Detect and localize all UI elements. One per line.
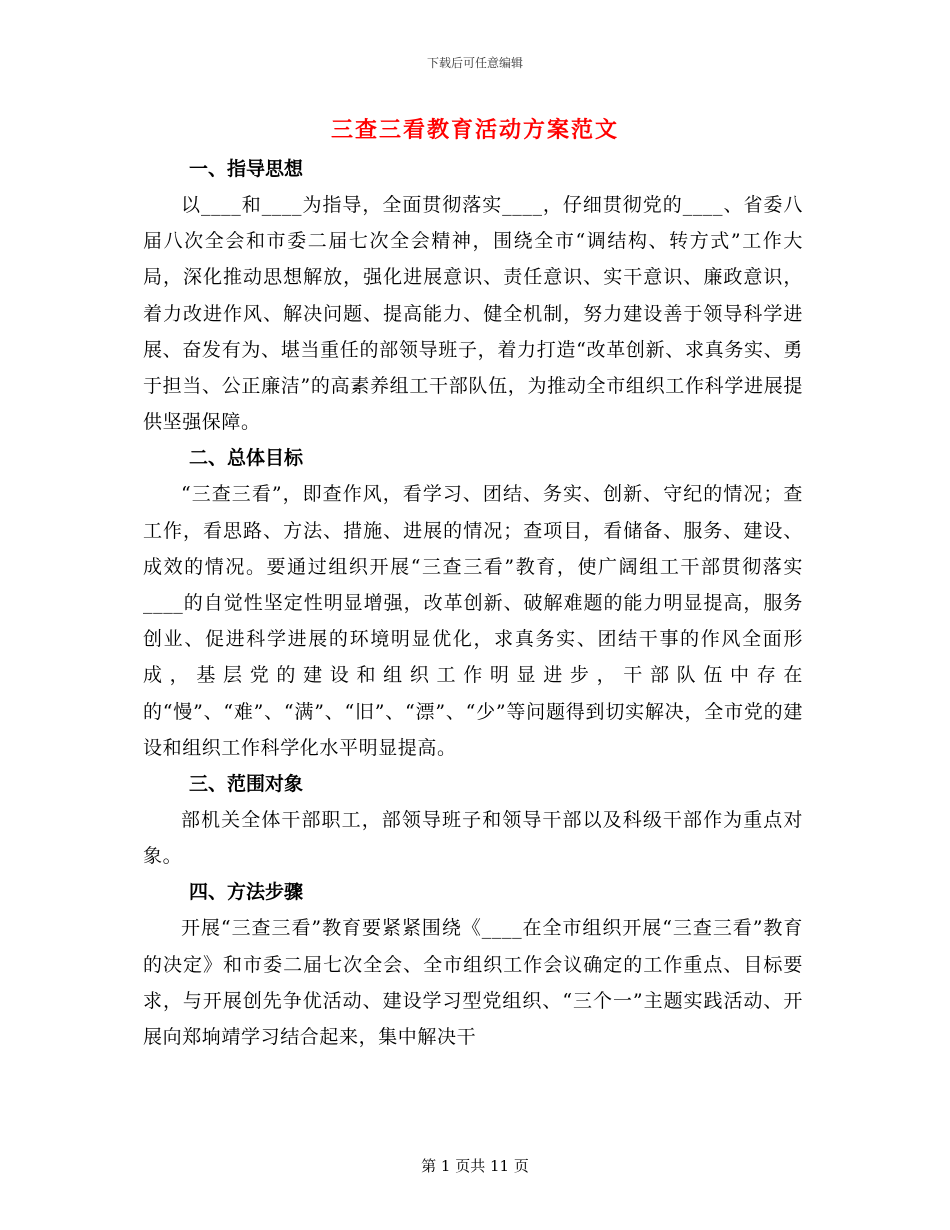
section-scope [143, 770, 803, 874]
section-paragraph: 部机关全体干部职工，部领导班子和领导干部以及科级干部作为重点对象。 [143, 809, 803, 868]
section-paragraph: 以____和____为指导，全面贯彻落实____，仔细贯彻党的____、省委八届八次全会和市委二届七次全会精神，围绕全市“调结构、转方式”工作大局，深化推动思想解放，强化进展意识、责任意识、实干意识、廉政意识，着力改进作风、解决问题、提高能力、健全机制，努力建设善于领导科学进展、奋发有为、堪当重任的部领导班子，着力打造“改革创新、求真务实、勇于担当、公正廉洁”的高素养组工干部队伍，为推动全市组织工作科学进展提供坚强保障。 [143, 194, 803, 434]
section-guiding-ideology [143, 155, 803, 440]
section-heading: 二、总体目标 [189, 447, 304, 470]
section-paragraph: 开展“三查三看”教育要紧紧围绕《____在全市组织开展“三查三看”教育的决定》和市委二届七次全会、全市组织工作会议确定的工作重点、目标要求，与开展创先争优活动、建设学习型党组织、“三个一”主题实践活动、开展向郑垧靖学习结合起来，集中解决干 [143, 917, 803, 1049]
section-heading: 三、范围对象 [189, 773, 304, 796]
section-overall-goal [143, 444, 803, 766]
document-body [143, 155, 803, 1059]
page-header-note: 下载后可任意编辑 [426, 56, 523, 70]
page-footer: 第 1 页共 11 页 [421, 1157, 529, 1175]
section-paragraph: “三查三看”，即查作风，看学习、团结、务实、创新、守纪的情况；查工作，看思路、方法、措施、进展的情况；查项目，看储备、服务、建设、成效的情况。要通过组织开展“三查三看”教育，使广阔组工干部贯彻落实____的自觉性坚定性明显增强，改革创新、破解难题的能力明显提高，服务创业、促进科学进展的环境明显优化，求真务实、团结干事的作风全面形成，基层党的建设和组织工作明显进步，干部队伍中存在的“慢”、“难”、“满”、“旧”、“漂”、“少”等问题得到切实解决，全市党的建设和组织工作科学化水平明显提高。 [143, 483, 803, 759]
document-title: 三查三看教育活动方案范文 [330, 117, 619, 143]
section-heading: 四、方法步骤 [189, 881, 304, 904]
section-heading: 一、指导思想 [189, 158, 304, 180]
section-methods-steps [143, 878, 803, 1055]
